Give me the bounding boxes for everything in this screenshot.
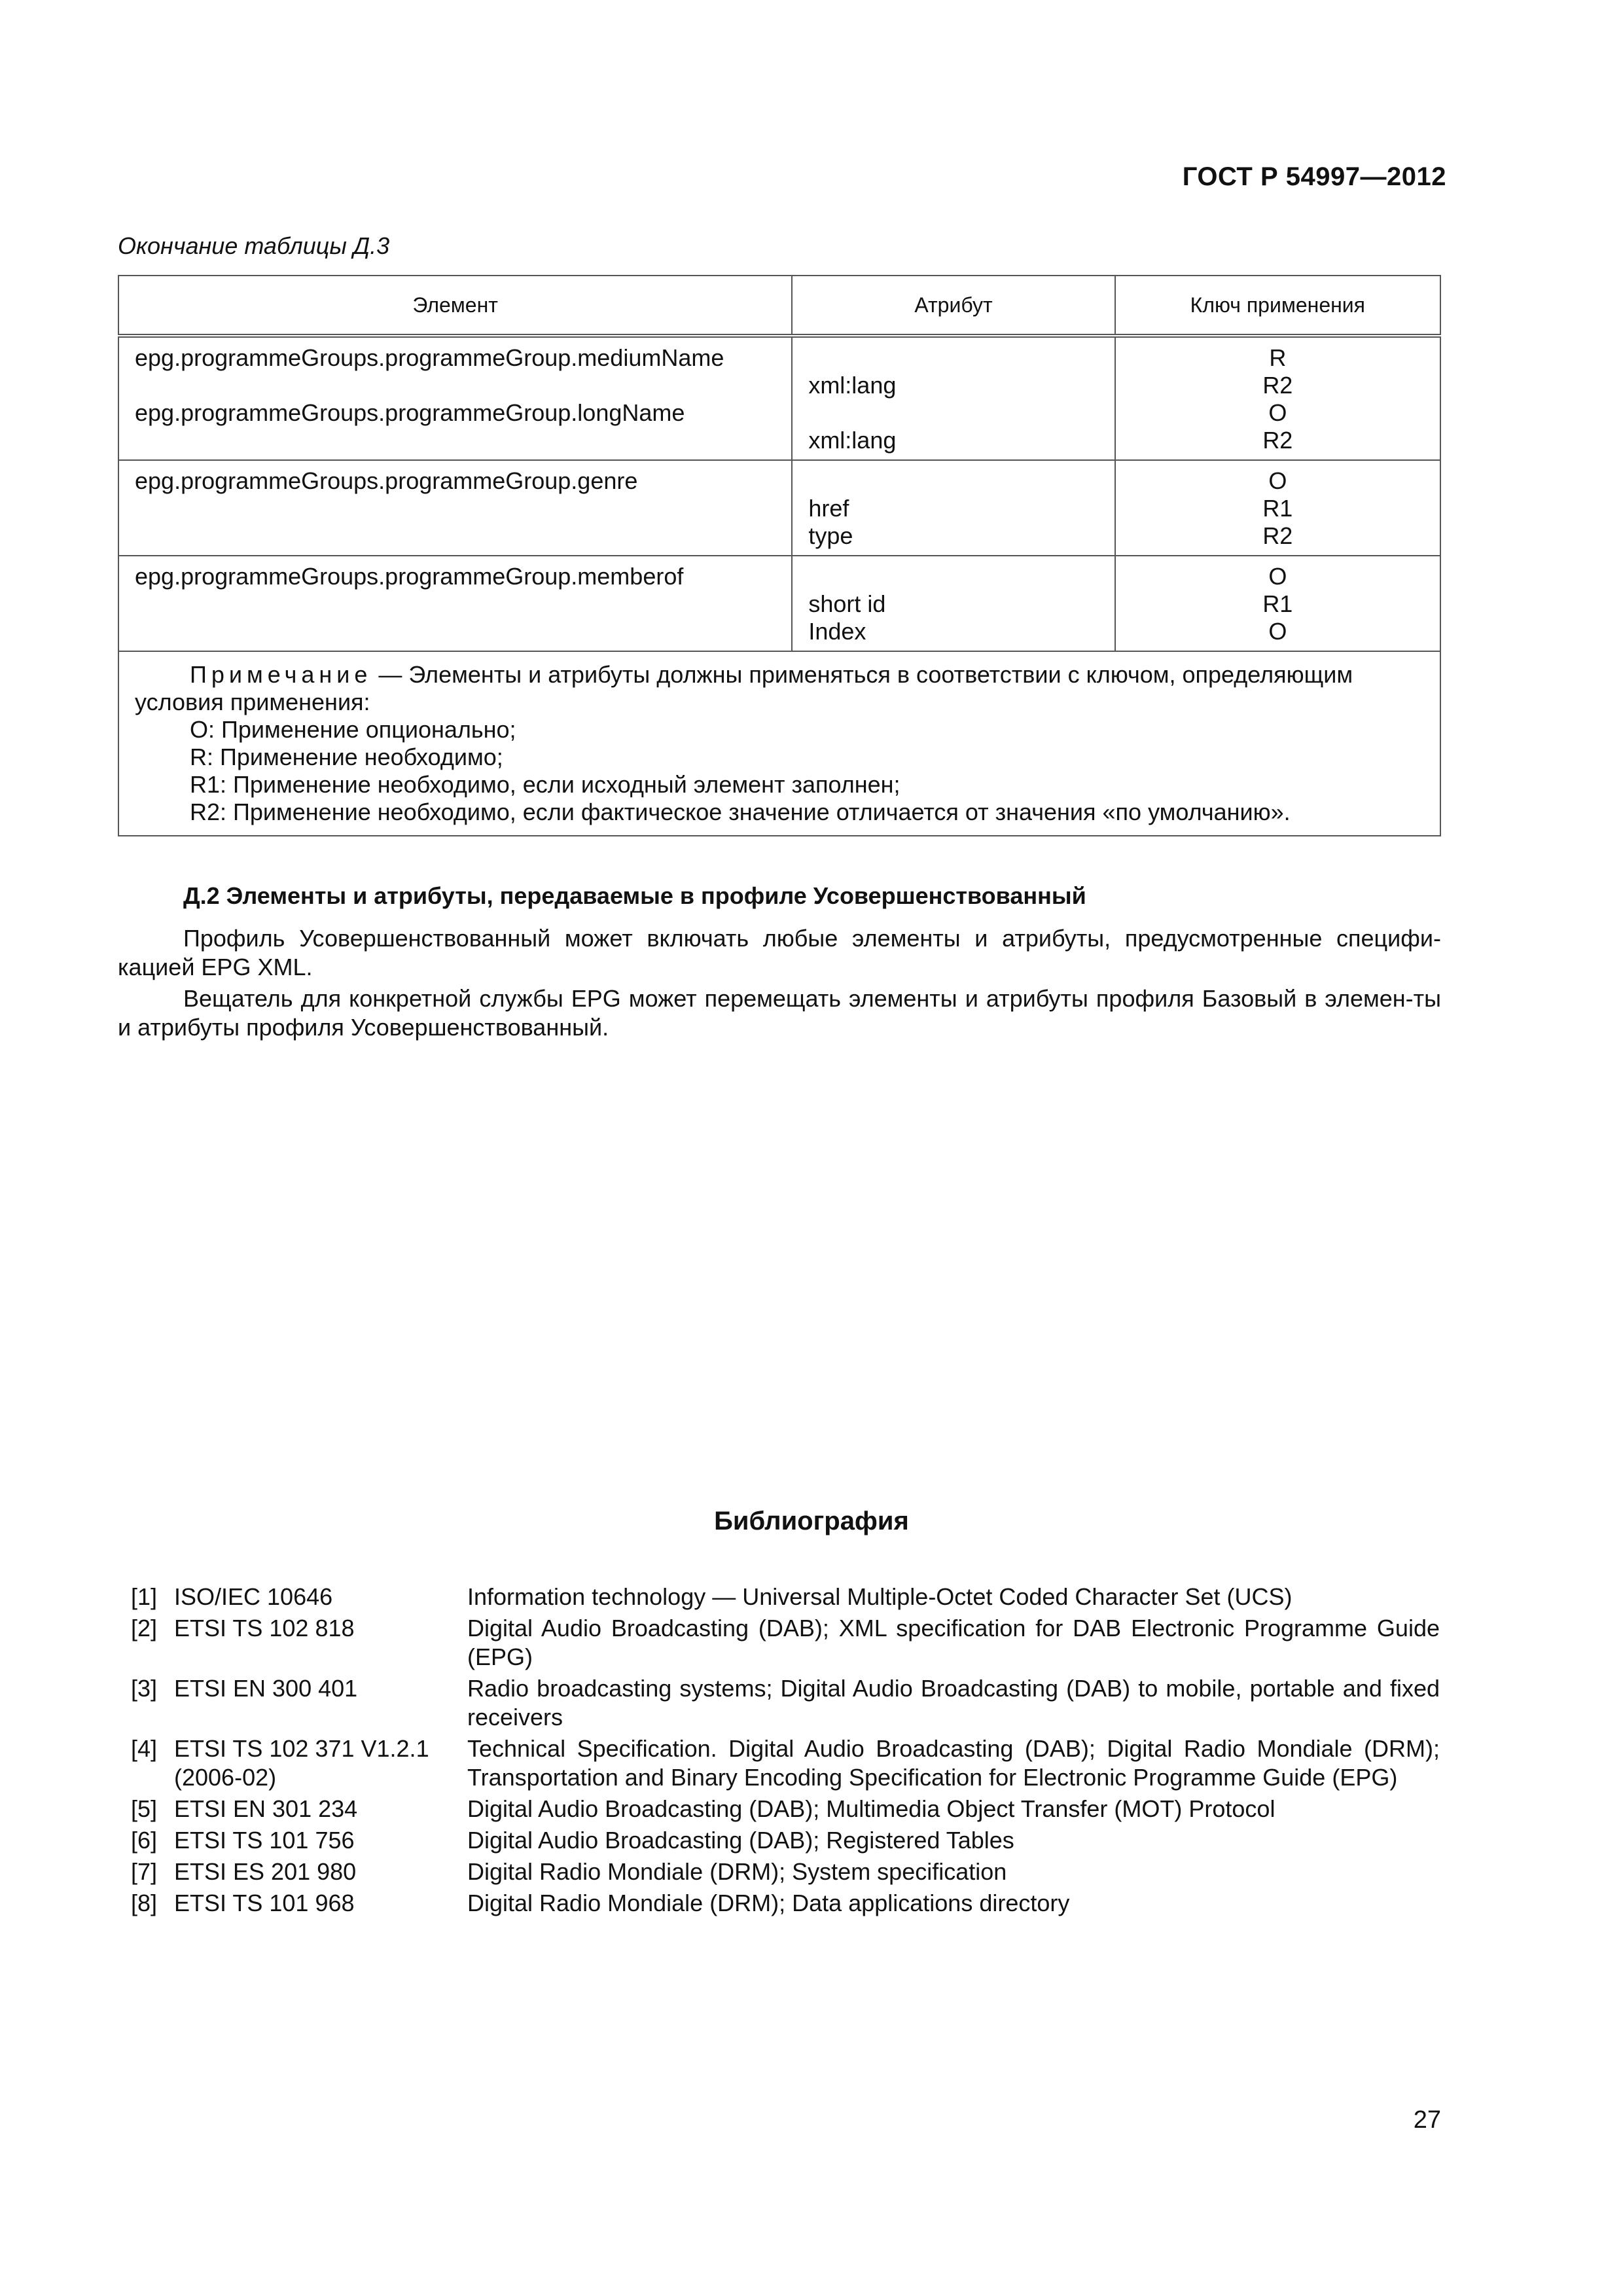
usage-key: O — [1268, 467, 1287, 494]
bibliography-list — [131, 1583, 1440, 1920]
usage-key: R1 — [1262, 590, 1293, 617]
element-name — [135, 590, 776, 618]
table-caption: Окончание таблицы Д.3 — [118, 232, 390, 259]
bib-number: [5] — [131, 1795, 158, 1822]
bib-title: Digital Audio Broadcasting (DAB); Registered Tables — [467, 1827, 1014, 1854]
bib-number: [6] — [131, 1827, 158, 1854]
bib-code: ETSI EN 301 234 — [174, 1795, 358, 1822]
bibliography-entry — [131, 1857, 1440, 1886]
note-item: O: Применение опционально; — [190, 716, 516, 743]
element-name: epg.programmeGroups.programmeGroup.genre — [135, 467, 638, 494]
table-row — [118, 336, 1440, 460]
key-cell — [1115, 460, 1440, 556]
bib-code: ETSI ES 201 980 — [174, 1858, 357, 1885]
attribute-name: short id — [808, 590, 886, 617]
bib-number: [4] — [131, 1735, 158, 1762]
attribute-name — [808, 467, 1098, 495]
bib-code: ETSI TS 102 818 — [174, 1615, 355, 1641]
bib-title: Digital Audio Broadcasting (DAB); XML specification for DAB Electronic Programme Guide (EPG) — [467, 1615, 1440, 1670]
element-cell — [118, 556, 792, 651]
element-name — [135, 427, 776, 454]
attribute-cell — [792, 336, 1115, 460]
note-item: R1: Применение необходимо, если исходный элемент заполнен; — [190, 771, 901, 798]
table-row — [118, 556, 1440, 651]
section-heading: Д.2 Элементы и атрибуты, передаваемые в профиле Усовершенствованный — [183, 882, 1086, 909]
bib-code: ISO/IEC 10646 — [174, 1583, 333, 1610]
element-name: epg.programmeGroups.programmeGroup.longName — [135, 399, 685, 426]
attribute-name — [808, 344, 1098, 372]
usage-key: R2 — [1262, 372, 1293, 399]
usage-key: O — [1268, 563, 1287, 590]
bib-number: [1] — [131, 1583, 158, 1610]
table-note — [118, 651, 1440, 836]
bib-code: ETSI EN 300 401 — [174, 1675, 358, 1702]
usage-key: R1 — [1262, 495, 1293, 522]
key-cell — [1115, 336, 1440, 460]
page-number: 27 — [1413, 2106, 1441, 2134]
bib-title: Digital Radio Mondiale (DRM); System specification — [467, 1858, 1007, 1885]
attribute-name: href — [808, 495, 849, 522]
table-header-row — [118, 276, 1440, 336]
bib-number: [8] — [131, 1890, 158, 1916]
note-lead: Примечание — [190, 661, 372, 688]
bib-code: ETSI TS 102 371 V1.2.1 (2006-02) — [174, 1735, 429, 1791]
usage-key: O — [1268, 618, 1287, 645]
note-intro — [135, 661, 1424, 716]
element-cell — [118, 336, 792, 460]
bib-title: Digital Radio Mondiale (DRM); Data applications directory — [467, 1890, 1070, 1916]
bib-code: ETSI TS 101 968 — [174, 1890, 355, 1916]
bib-number: [2] — [131, 1615, 158, 1641]
element-name — [135, 522, 776, 550]
body-paragraph: Профиль Усовершенствованный может включать любые элементы и атрибуты, предусмотренные специфи-кацией EPG XML. — [118, 925, 1441, 980]
element-cell — [118, 460, 792, 556]
bib-title: Technical Specification. Digital Audio Broadcasting (DAB); Digital Radio Mondiale (DRM); Transportation and Binary Encoding Specification for Electronic Programme Guide (EPG) — [467, 1735, 1440, 1791]
spec-table — [118, 275, 1441, 836]
element-name — [135, 495, 776, 522]
bibliography-entry — [131, 1826, 1440, 1855]
note-intro-text: — Элементы и атрибуты должны применяться в соответствии с ключом, определяющим условия применения: — [135, 661, 1353, 715]
attribute-name — [808, 563, 1098, 590]
element-name — [135, 618, 776, 645]
attribute-name: xml:lang — [808, 427, 897, 454]
bib-title: Information technology — Universal Multiple-Octet Coded Character Set (UCS) — [467, 1583, 1293, 1610]
bib-number: [3] — [131, 1675, 158, 1702]
usage-key: R — [1269, 344, 1287, 371]
attribute-name: xml:lang — [808, 372, 897, 399]
note-item: R: Применение необходимо; — [190, 744, 503, 770]
attribute-name — [808, 399, 1098, 427]
note-item: R2: Применение необходимо, если фактическое значение отличается от значения «по умолчанию». — [190, 798, 1291, 825]
bibliography-entry — [131, 1583, 1440, 1611]
attribute-cell — [792, 556, 1115, 651]
table-note-row — [118, 651, 1440, 836]
bib-title: Radio broadcasting systems; Digital Audio Broadcasting (DAB) to mobile, portable and fixed receivers — [467, 1675, 1440, 1731]
column-header-attribute: Атрибут — [792, 276, 1115, 336]
attribute-name: type — [808, 522, 853, 549]
key-cell — [1115, 556, 1440, 651]
element-name: epg.programmeGroups.programmeGroup.memberof — [135, 563, 684, 590]
usage-key: R2 — [1262, 427, 1293, 454]
bib-number: [7] — [131, 1858, 158, 1885]
column-header-key: Ключ применения — [1115, 276, 1440, 336]
body-paragraph: Вещатель для конкретной службы EPG может перемещать элементы и атрибуты профиля Базовый в элемен-ты и атрибуты профиля Усовершенствованный. — [118, 985, 1441, 1041]
bibliography-entry — [131, 1795, 1440, 1823]
bibliography-entry — [131, 1614, 1440, 1672]
usage-key: R2 — [1262, 522, 1293, 549]
column-header-element: Элемент — [118, 276, 792, 336]
element-name: epg.programmeGroups.programmeGroup.mediumName — [135, 344, 724, 371]
table-row — [118, 460, 1440, 556]
bibliography-title: Библиография — [714, 1507, 909, 1535]
usage-key: O — [1268, 399, 1287, 426]
standard-designation: ГОСТ Р 54997—2012 — [1182, 162, 1446, 191]
bibliography-entry — [131, 1674, 1440, 1732]
bib-title: Digital Audio Broadcasting (DAB); Multimedia Object Transfer (MOT) Protocol — [467, 1795, 1275, 1822]
bib-code: ETSI TS 101 756 — [174, 1827, 355, 1854]
attribute-name: Index — [808, 618, 866, 645]
bibliography-entry — [131, 1889, 1440, 1918]
element-name — [135, 372, 776, 399]
bibliography-entry — [131, 1734, 1440, 1792]
attribute-cell — [792, 460, 1115, 556]
